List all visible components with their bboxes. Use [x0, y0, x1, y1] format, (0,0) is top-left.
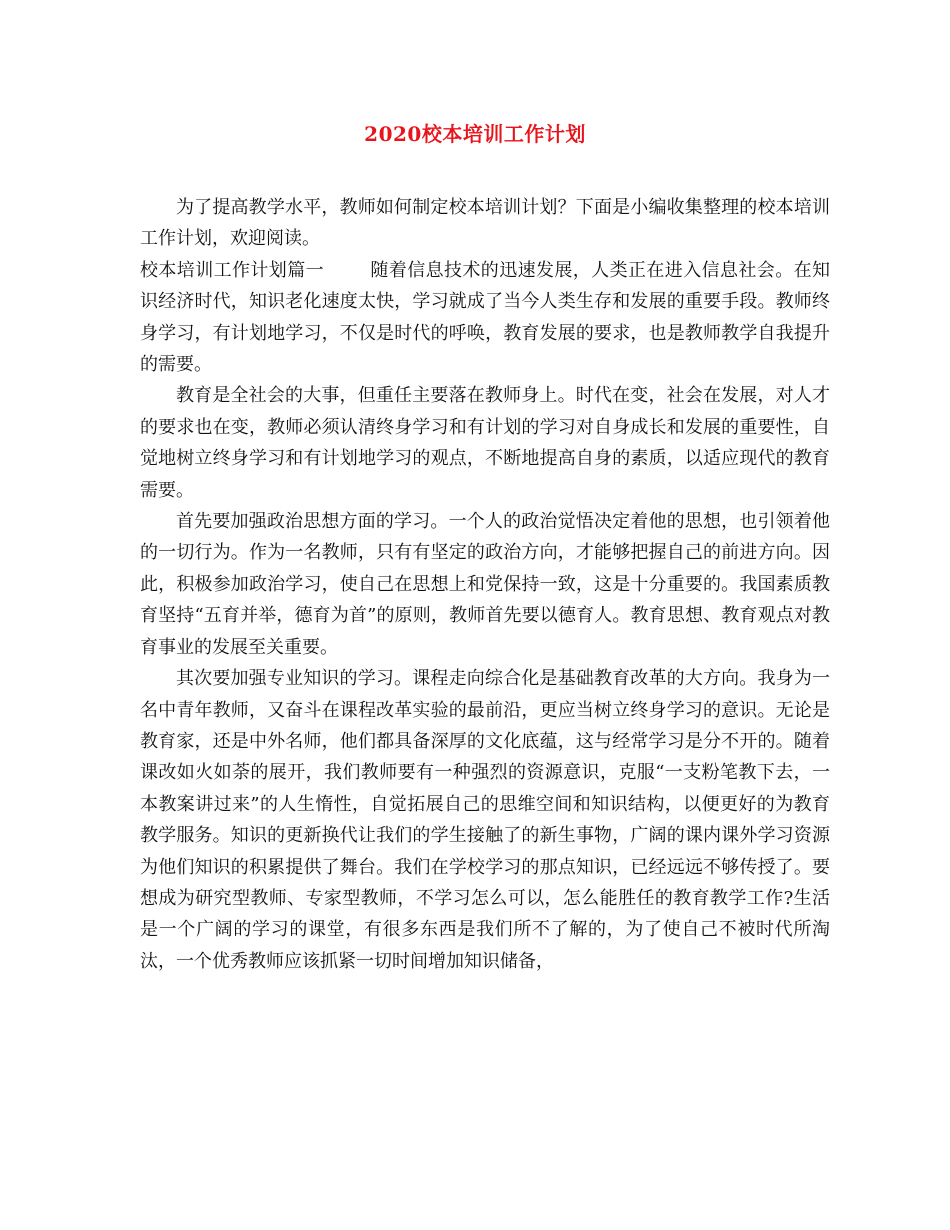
section-heading: 校本培训工作计划篇一	[140, 259, 324, 281]
document-body	[140, 192, 830, 977]
body-paragraph-3: 其次要加强专业知识的学习。课程走向综合化是基础教育改革的大方向。我身为一名中青年教师，又奋斗在课程改革实验的最前沿，更应当树立终身学习的意识。无论是教育家，还是中外名师，他们都具备深厚的文化底蕴，这与经常学习是分不开的。随着课改如火如荼的展开，我们教师要有一种强烈的资源意识，克服“一支粉笔教下去，一本教案讲过来”的人生惰性，自觉拓展自己的思维空间和知识结构，以便更好的为教育教学服务。知识的更新换代让我们的学生接触了的新生事物，广阔的课内课外学习资源为他们知识的积累提供了舞台。我们在学校学习的那点知识，已经远远不够传授了。要想成为研究型教师、专家型教师，不学习怎么可以，怎么能胜任的教育教学工作?生活是一个广阔的学习的课堂，有很多东西是我们所不了解的，为了使自己不被时代所淘汰，一个优秀教师应该抓紧一切时间增加知识储备，	[140, 668, 830, 972]
document-title: 2020校本培训工作计划	[364, 122, 586, 146]
intro-paragraph: 为了提高教学水平，教师如何制定校本培训计划？下面是小编收集整理的校本培训工作计划，欢迎阅读。	[140, 197, 830, 250]
section-first-paragraph: 随着信息技术的迅速发展，人类正在进入信息社会。在知识经济时代，知识老化速度太快，学习就成了当今人类生存和发展的重要手段。教师终身学习，有计划地学习，不仅是时代的呼唤，教育发展的要求，也是教师教学自我提升的需要。	[140, 259, 830, 376]
body-paragraph-1: 教育是全社会的大事，但重任主要落在教师身上。时代在变，社会在发展，对人才的要求也在变，教师必须认清终身学习和有计划的学习对自身成长和发展的重要性，自觉地树立终身学习和有计划地学习的观点，不断地提高自身的素质，以适应现代的教育需要。	[140, 385, 830, 501]
section-paragraph	[140, 255, 830, 381]
body-paragraph-2: 首先要加强政治思想方面的学习。一个人的政治觉悟决定着他的思想，也引领着他的一切行为。作为一名教师，只有有坚定的政治方向，才能够把握自己的前进方向。因此，积极参加政治学习，使自己在思想上和党保持一致，这是十分重要的。我国素质教育坚持“五育并举，德育为首”的原则，教师首先要以德育人。教育思想、教育观点对教育事业的发展至关重要。	[140, 511, 830, 658]
